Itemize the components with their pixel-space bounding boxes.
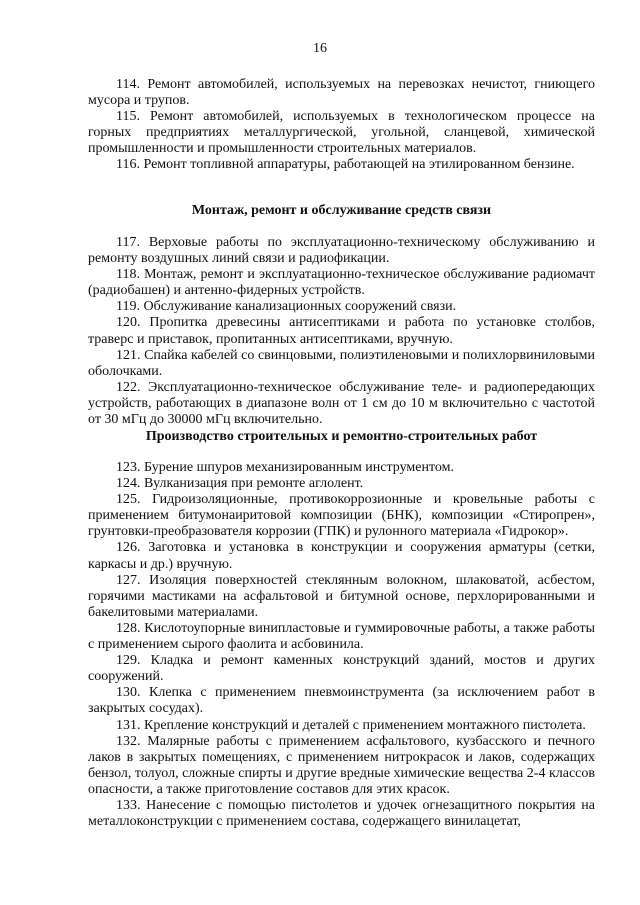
item-122: 122. Эксплуатационно-техническое обслуживание теле- и радиопередающих устройств, работающих в диапазоне волн от 1 см до 10 м включительно с частотой от 30 мГц до 30000 мГц включительно. — [88, 379, 595, 428]
section-heading-construction — [88, 429, 595, 445]
item-127: 127. Изоляция поверхностей стеклянным волокном, шлаковатой, асбестом, горячими мастиками на асфальтовой и битумной основе, перхлорированными и бакелитовыми материалами. — [88, 572, 595, 620]
item-132: 132. Малярные работы с применением асфальтового, кузбасского и печного лаков в закрытых помещениях, с применением нитрокрасок и лаков, содержащих бензол, толуол, сложные спирты и другие вредные химические вещества 2-4 классов опасности, а также приготовление составов для этих красок. — [88, 733, 595, 797]
item-116: 116. Ремонт топливной аппаратуры, работающей на этилированном бензине. — [116, 157, 575, 173]
item-125: 125. Гидроизоляционные, противокоррозионные и кровельные работы с применением битумонаиритовой композиции (БНК), композиции «Стиропрен», грунтовки-преобразователя коррозии (ГПК) и рулонного материала «Гидрокор». — [88, 492, 595, 540]
item-124: 124. Вулканизация при ремонте аглолент. — [116, 476, 364, 492]
item-118: 118. Монтаж, ремонт и эксплуатационно-техническое обслуживание радиомачт (радиобашен) и антенно-фидерных устройств. — [88, 267, 595, 299]
heading-communications: Монтаж, ремонт и обслуживание средств связи — [191, 203, 492, 218]
item-126: 126. Заготовка и установка в конструкции и сооружения арматуры (сетки, каркасы и др.) вручную. — [88, 540, 595, 572]
item-114: 114. Ремонт автомобилей, используемых на перевозках нечистот, гниющего мусора и трупов. — [88, 77, 595, 109]
item-123: 123. Бурение шпуров механизированным инструментом. — [116, 460, 455, 475]
item-128: 128. Кислотоупорные винипластовые и гуммировочные работы, а также работы с применением сырого фаолита и асбовинила. — [88, 620, 595, 653]
item-115: 115. Ремонт автомобилей, используемых в технологическом процессе на горных предприятиях металлургической, угольной, сланцевой, химической промышленности и промышленности строительных материалов. — [88, 109, 595, 157]
section-auto-repair — [88, 77, 595, 174]
section-communications — [88, 235, 595, 428]
item-129: 129. Кладка и ремонт каменных конструкций зданий, мостов и других сооружений. — [88, 653, 595, 685]
page-number: 16 — [313, 41, 327, 56]
item-131: 131. Крепление конструкций и деталей с применением монтажного пистолета. — [116, 717, 586, 733]
item-117: 117. Верховые работы по эксплуатационно-техническому обслуживанию и ремонту воздушных линий связи и радиофикации. — [88, 235, 595, 267]
item-120: 120. Пропитка древесины антисептиками и работа по установке столбов, траверс и приставок, пропитанных антисептиками, вручную. — [88, 315, 595, 347]
item-130: 130. Клепка с применением пневмоинструмента (за исключением работ в закрытых сосудах). — [88, 685, 595, 717]
item-121: 121. Спайка кабелей со свинцовыми, полиэтиленовыми и полихлорвиниловыми оболочками. — [88, 347, 595, 379]
item-119: 119. Обслуживание канализационных сооружений связи. — [116, 299, 457, 315]
section-construction — [88, 460, 595, 830]
section-heading-communications — [88, 203, 595, 219]
heading-construction: Производство строительных и ремонтно-строительных работ — [145, 429, 538, 444]
item-133: 133. Нанесение с помощью пистолетов и удочек огнезащитного покрытия на металлоконструкции с применением состава, содержащего винилацетат, — [88, 797, 595, 830]
